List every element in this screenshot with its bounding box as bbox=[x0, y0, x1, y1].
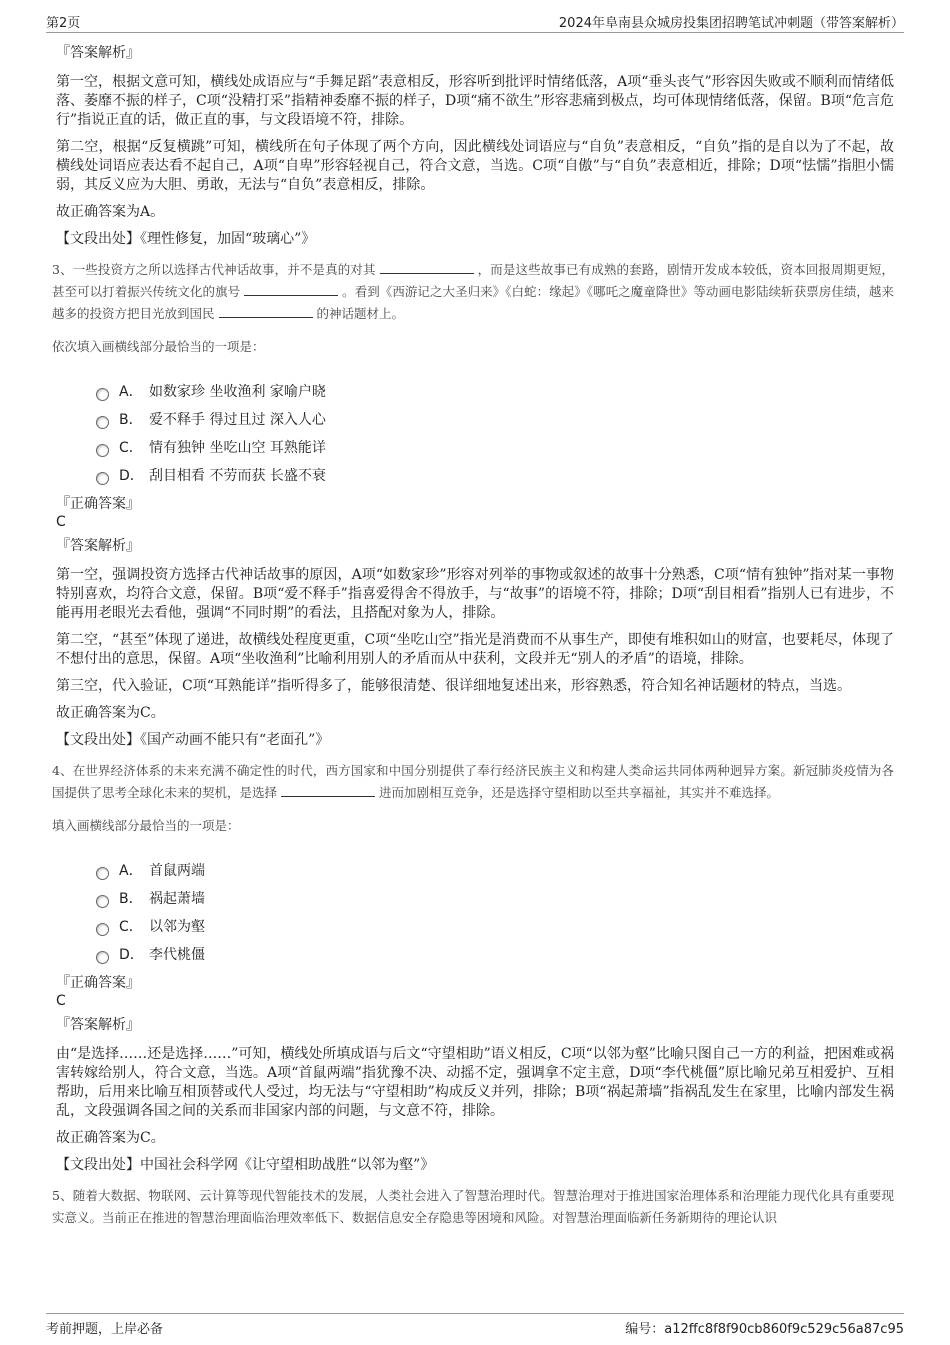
q3-option-b[interactable]: B． 爱不释手 得过且过 深入人心 bbox=[96, 405, 894, 433]
q4-option-a[interactable]: A． 首鼠两端 bbox=[96, 856, 894, 884]
q3-text: 3、一些投资方之所以选择古代神话故事，并不是真的对其 ，而是这些故事已有成熟的套路，剧情开发成本较低，资本回报周期更短，甚至可以打着振兴传统文化的旗号 。看到《西游记之大圣归来》《白蛇：缘起》《哪吒之魔童降世》等动画电影陆续斩获票房佳绩，越来越多的投资方把目光放到国民 的神话题材上。 bbox=[52, 262, 894, 321]
q4-conclusion: 故正确答案为C。 bbox=[56, 1130, 165, 1146]
correct-answer-label: 『正确答案』 bbox=[56, 975, 140, 991]
answer-blank bbox=[281, 784, 375, 797]
page-footer bbox=[46, 1313, 904, 1336]
footer-slogan: 考前押题，上岸必备 bbox=[46, 1322, 164, 1337]
document-title: 2024年阜南县众城房投集团招聘笔试冲刺题（带答案解析） bbox=[558, 16, 904, 31]
q2-source: 【文段出处】《理性修复，加固“玻璃心”》 bbox=[56, 231, 316, 247]
answer-blank bbox=[380, 261, 474, 274]
q4-analysis-p1: 由“是选择……还是选择……”可知，横线处所填成语与后文“守望相助”语义相反，C项“以邻为壑”比喻只图自己一方的利益，把困难或祸害转嫁给别人，符合文意，当选。A项“首鼠两端”指犹豫不决、动摇不定，强调拿不定主意，D项“李代桃僵”原比喻兄弟互相爱护、互相帮助，后用来比喻互相顶替或代人受过，均无法与“守望相助”构成反义并列，排除；B项“祸起萧墙”指祸乱发生在家里，比喻内部发生祸乱，文段强调各国之间的关系而非国家内部的问题，与文意不符，排除。 bbox=[56, 1046, 894, 1119]
q2-analysis-p1: 第一空，根据文意可知，横线处成语应与“手舞足蹈”表意相反，形容听到批评时情绪低落，A项“垂头丧气”形容因失败或不顺利而情绪低落、萎靡不振的样子，C项“没精打采”指精神委靡不振的样子，D项“痛不欲生”形容悲痛到极点，均可体现情绪低落，保留。B项“危言危行”指说正直的话，做正直的事，与文段语境不符，排除。 bbox=[56, 74, 895, 128]
q4-answer: C bbox=[56, 993, 66, 1009]
radio-button[interactable] bbox=[96, 923, 109, 936]
q3-analysis-p1: 第一空，强调投资方选择古代神话故事的原因，A项“如数家珍”形容对列举的事物或叙述的故事十分熟悉，C项“情有独钟”指对某一事物特别喜欢，均符合文意，保留。B项“爱不释手”指喜爱得舍不得放手，与“故事”的语境不符，排除；D项“刮目相看”指别人已有进步，不能再用老眼光去看他，强调“不同时期”的看法，且搭配对象为人，排除。 bbox=[56, 567, 894, 621]
answer-blank bbox=[244, 283, 338, 296]
q3-option-d[interactable]: D． 刮目相看 不劳而获 长盛不衰 bbox=[96, 461, 894, 489]
q4-option-b[interactable]: B． 祸起萧墙 bbox=[96, 884, 894, 912]
q3-option-c[interactable]: C． 情有独钟 坐吃山空 耳熟能详 bbox=[96, 433, 894, 461]
q2-analysis-p2: 第二空，根据“反复横跳”可知，横线所在句子体现了两个方向，因此横线处词语应与“自负”表意相反，“自负”指的是自以为了不起，故横线处词语应表达看不起自己，A项“自卑”形容轻视自己，符合文意，当选。C项“自傲”与“自负”表意相近，排除；D项“怯懦”指胆小懦弱，其反义应为大胆、勇敢，无法与“自负”表意相反，排除。 bbox=[56, 139, 894, 193]
q3-option-a[interactable]: A． 如数家珍 坐收渔利 家喻户晓 bbox=[96, 377, 894, 405]
radio-button[interactable] bbox=[96, 951, 109, 964]
correct-answer-label: 『正确答案』 bbox=[56, 496, 140, 512]
page-content bbox=[52, 44, 895, 1241]
radio-button[interactable] bbox=[96, 895, 109, 908]
q3-prompt: 依次填入画横线部分最恰当的一项是： bbox=[52, 339, 265, 354]
analysis-label: 『答案解析』 bbox=[56, 1017, 140, 1033]
q4-text: 4、在世界经济体系的未来充满不确定性的时代，西方国家和中国分别提供了奉行经济民族主义和构建人类命运共同体两种迥异方案。新冠肺炎疫情为各国提供了思考全球化未来的契机，是选择 进而加剧相互竞争，还是选择守望相助以至共享福祉，其实并不难选择。 bbox=[52, 763, 894, 800]
page-header bbox=[46, 12, 904, 33]
q3-answer: C bbox=[56, 514, 66, 530]
q4-source: 【文段出处】中国社会科学网《让守望相助战胜“以邻为壑”》 bbox=[56, 1157, 435, 1173]
q2-conclusion: 故正确答案为A。 bbox=[56, 204, 165, 220]
radio-button[interactable] bbox=[96, 867, 109, 880]
q3-analysis-p2: 第二空，“甚至”体现了递进，故横线处程度更重，C项“坐吃山空”指光是消费而不从事生产，即使有堆积如山的财富，也要耗尽，体现了不想付出的意思，保留。A项“坐收渔利”比喻利用别人的矛盾而从中获利，文段并无“别人的矛盾”的语境，排除。 bbox=[56, 632, 894, 667]
radio-button[interactable] bbox=[96, 444, 109, 457]
q3-options bbox=[96, 377, 894, 489]
answer-blank bbox=[219, 305, 313, 318]
q3-analysis-p3: 第三空，代入验证，C项“耳熟能详”指听得多了，能够很清楚、很详细地复述出来，形容熟悉，符合知名神话题材的特点，当选。 bbox=[56, 678, 852, 694]
radio-button[interactable] bbox=[96, 472, 109, 485]
q4-options bbox=[96, 856, 894, 968]
radio-button[interactable] bbox=[96, 416, 109, 429]
analysis-label: 『答案解析』 bbox=[56, 45, 140, 61]
q4-option-d[interactable]: D． 李代桃僵 bbox=[96, 940, 894, 968]
q5-text: 5、随着大数据、物联网、云计算等现代智能技术的发展，人类社会进入了智慧治理时代。智慧治理对于推进国家治理体系和治理能力现代化具有重要现实意义。当前正在推进的智慧治理面临治理效率低下、数据信息安全存隐患等困境和风险。对智慧治理面临新任务新期待的理论认识 bbox=[52, 1188, 894, 1225]
q3-conclusion: 故正确答案为C。 bbox=[56, 705, 165, 721]
q4-prompt: 填入画横线部分最恰当的一项是： bbox=[52, 818, 240, 833]
q4-option-c[interactable]: C． 以邻为壑 bbox=[96, 912, 894, 940]
page-number: 第2页 bbox=[46, 16, 81, 31]
radio-button[interactable] bbox=[96, 388, 109, 401]
analysis-label: 『答案解析』 bbox=[56, 538, 140, 554]
q3-source: 【文段出处】《国产动画不能只有“老面孔”》 bbox=[56, 732, 330, 748]
document-code: 编号：a12ffc8f8f90cb860f9c529c56a87c95 bbox=[625, 1322, 904, 1337]
